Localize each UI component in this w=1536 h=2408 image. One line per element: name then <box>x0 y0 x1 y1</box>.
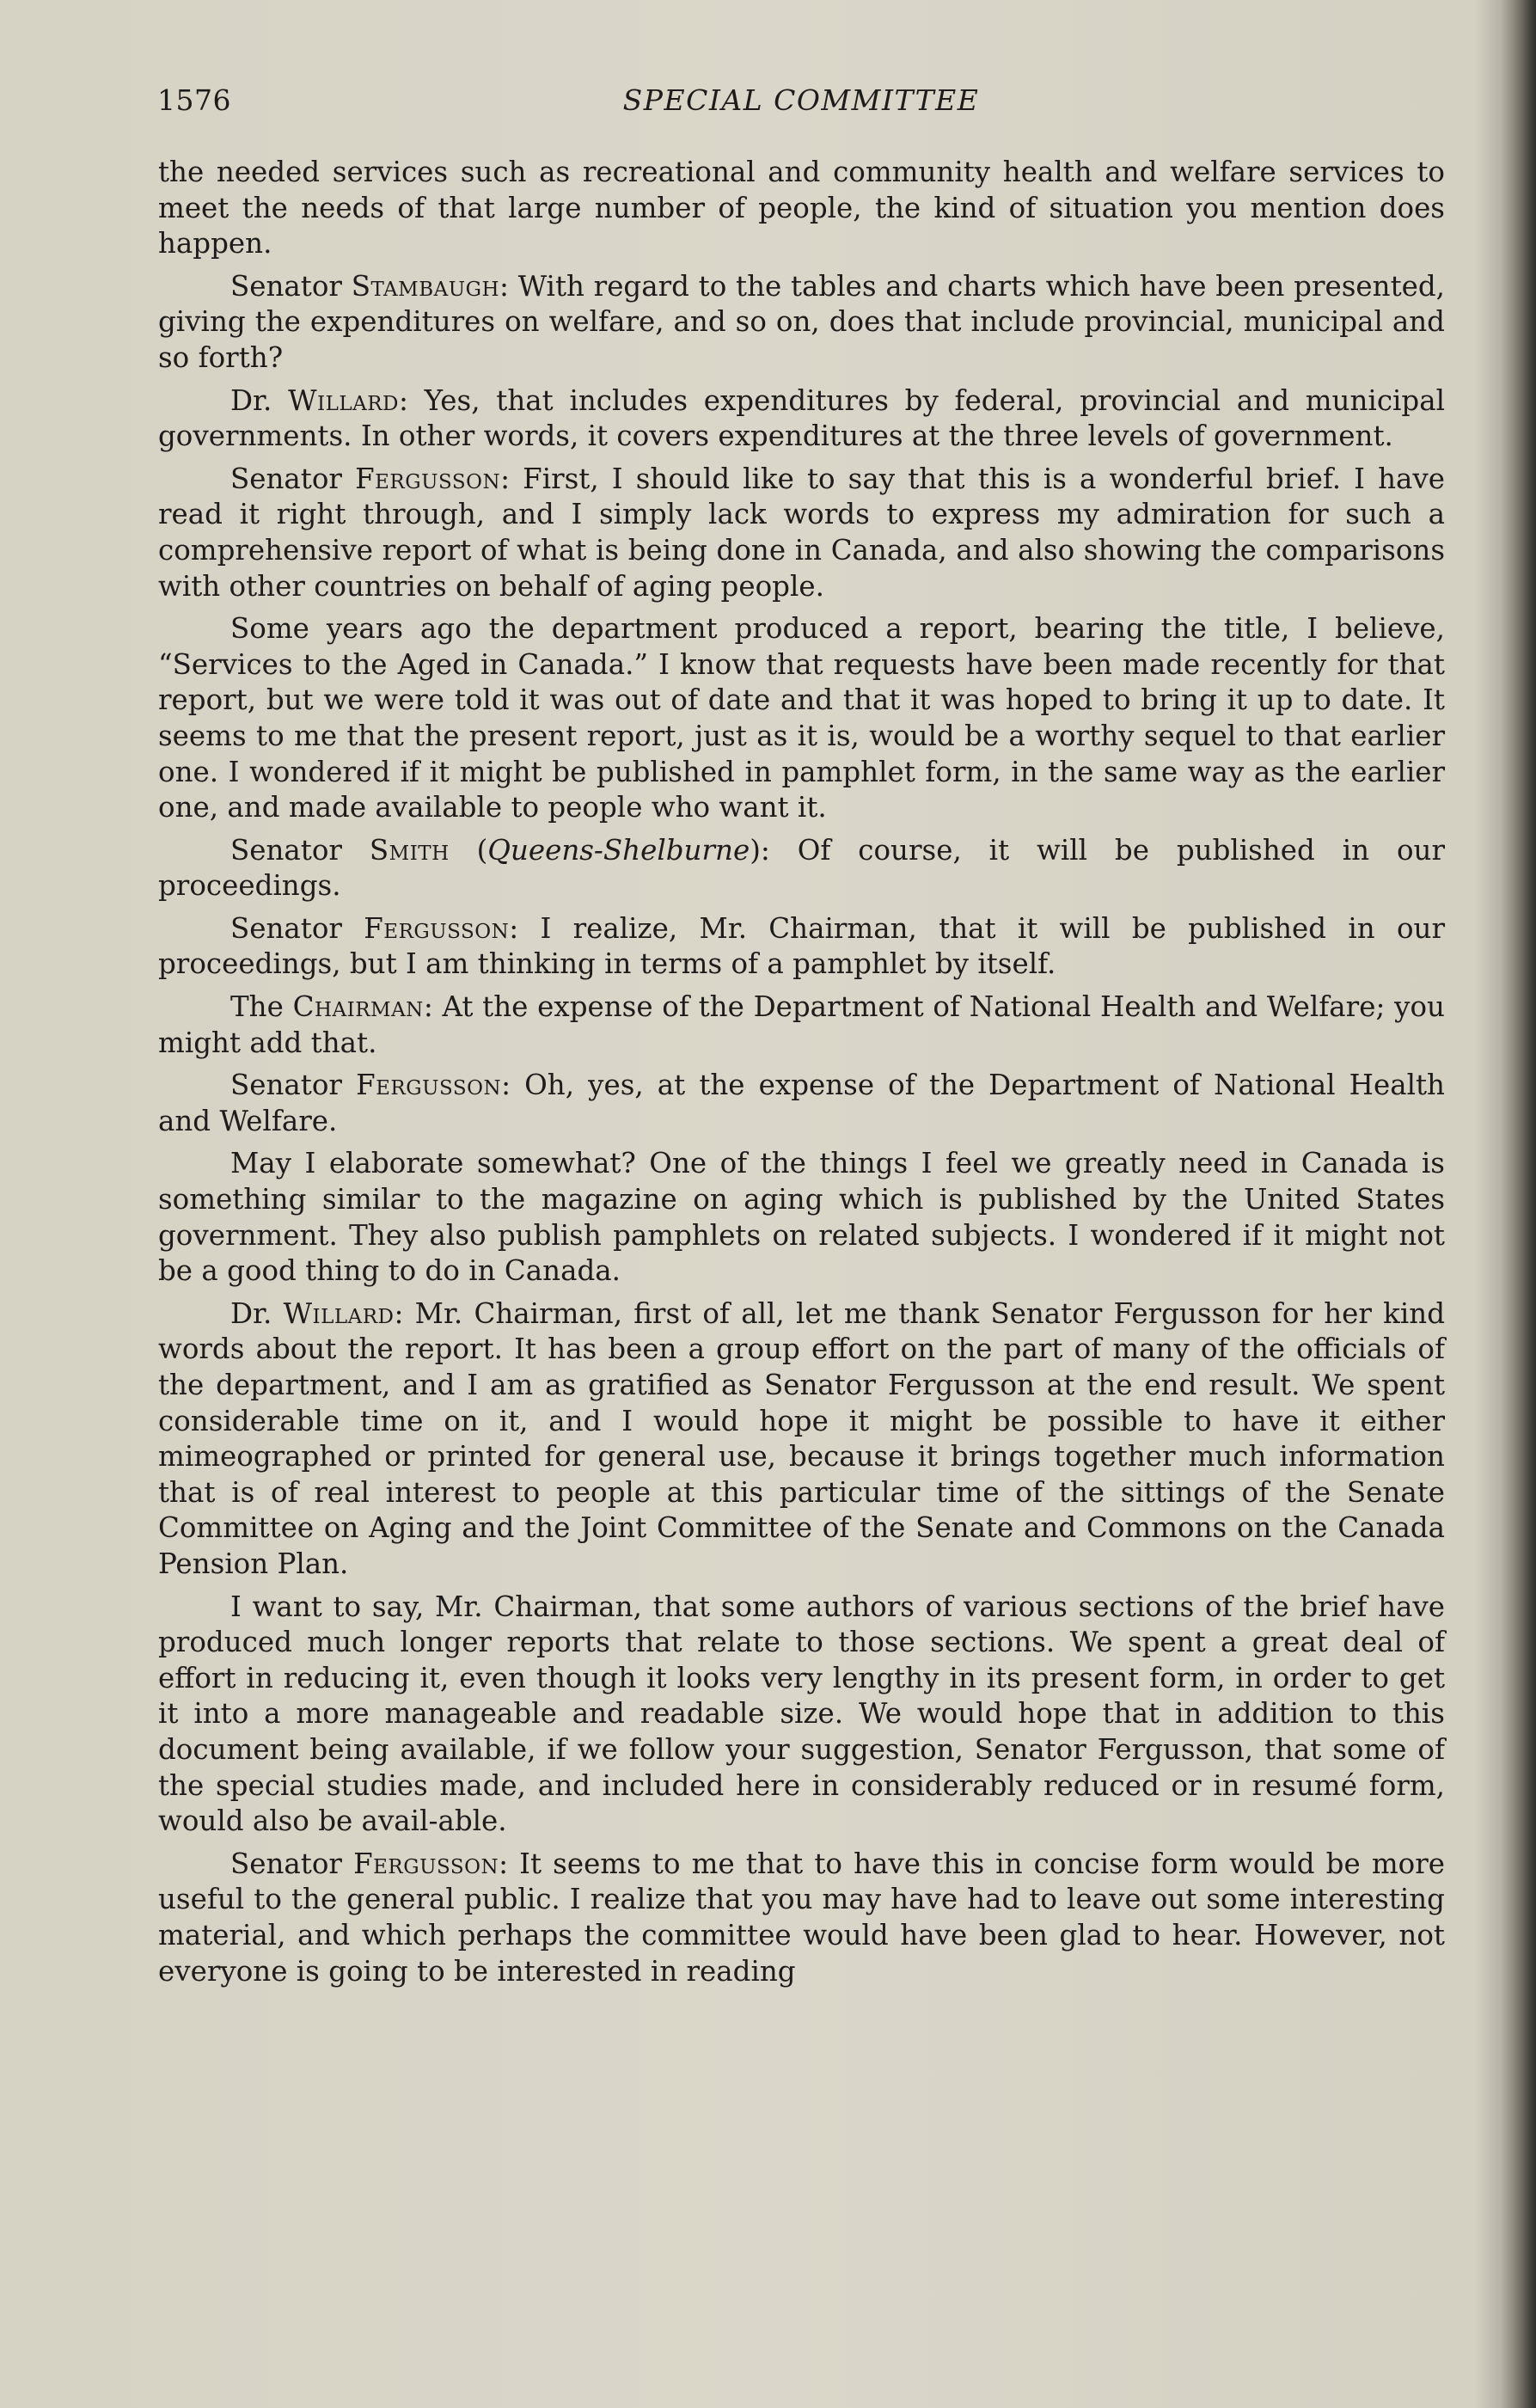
paragraph-text: May I elaborate somewhat? One of the things I feel we greatly need in Canada is something similar to the magazine on aging which is published by the United States government. They also publish pamphlets on related subjects. I wondered if it might not be a good thing to do in Canada. <box>158 1147 1445 1288</box>
paragraph <box>158 383 1445 455</box>
paragraph-text: : At the expense of the Department of National Health and Welfare; you might add that. <box>158 990 1445 1059</box>
paragraph <box>158 911 1445 983</box>
riding-close-paren: ) <box>750 833 761 867</box>
paragraph <box>158 269 1445 377</box>
body-text <box>158 155 1445 1996</box>
speaker-title: Senator <box>230 833 342 867</box>
paragraph <box>158 833 1445 904</box>
speaker-title: Senator <box>230 1847 342 1880</box>
paragraph-text: the needed services such as recreational and community health and welfare services to meet the needs of that large number of people, the kind of situation you mention does happen. <box>158 156 1445 260</box>
speaker-name: Fergusson <box>364 911 510 945</box>
paragraph-text: : Oh, yes, at the expense of the Department of National Health and Welfare. <box>158 1069 1445 1137</box>
speaker-name: Chairman <box>292 990 424 1024</box>
speaker-name: Fergusson <box>355 462 501 495</box>
speaker-title: Senator <box>230 269 342 303</box>
paragraph <box>158 462 1445 604</box>
speaker-name: Willard <box>283 1296 395 1330</box>
paragraph-text: : I realize, Mr. Chairman, that it will be published in our proceedings, but I am thinking in terms of a pamphlet by itself. <box>158 911 1445 981</box>
paragraph-text: Some years ago the department produced a report, bearing the title, I believe, “Services to the Aged in Canada.” I know that requests have been made recently for that report, but we were told it was out of date and that it was hoped to bring it up to date. It seems to me that the present report, just as it is, would be a worthy sequel to that earlier one. I wondered if it might be published in pamphlet form, in the same way as the earlier one, and made available to people who want it. <box>158 612 1445 824</box>
speaker-title: Senator <box>230 462 342 495</box>
paragraph <box>158 611 1445 826</box>
paragraph <box>158 990 1445 1061</box>
paragraph-text: : With regard to the tables and charts which have been presented, giving the expenditures on welfare, and so on, does that include provincial, municipal and so forth? <box>158 269 1445 374</box>
binding-shadow <box>1502 0 1536 2408</box>
paragraph <box>158 1146 1445 1289</box>
speaker-title: The <box>230 990 284 1024</box>
speaker-name: Fergusson <box>353 1847 499 1880</box>
speaker-name: Fergusson <box>356 1069 502 1102</box>
speaker-name: Stambaugh <box>351 269 500 303</box>
speaker-riding: Queens-Shelburne <box>487 833 750 867</box>
paragraph-text: I want to say, Mr. Chairman, that some authors of various sections of the brief have produced much longer reports that relate to those sections. We spent a great deal of effort in reducing it, even though it looks very lengthy in its present form, in order to get it into a more manageable and readable size. We would hope that in addition to this document being available, if we follow your suggestion, Senator Fergusson, that some of the special studies made, and included here in considerably reduced or in resumé form, would also be avail-able. <box>158 1590 1445 1838</box>
speaker-title: Dr. <box>230 1296 272 1330</box>
riding-open-paren: ( <box>476 833 488 867</box>
paragraph <box>158 1847 1445 1989</box>
speaker-name: Willard <box>288 383 399 417</box>
paragraph <box>158 1296 1445 1583</box>
page-number: 1576 <box>157 83 231 117</box>
page-header <box>157 83 1445 126</box>
speaker-name: Smith <box>369 833 450 867</box>
paragraph-text: : Mr. Chairman, first of all, let me thank Senator Fergusson for her kind words about the report. It has been a group effort on the part of many of the officials of the department, and I am as gratified as Senator Fergusson at the end result. We spent considerable time on it, and I would hope it might be possible to have it either mimeographed or printed for general use, because it brings together much information that is of real interest to people at this particular time of the sittings of the Senate Committee on Aging and the Joint Committee of the Senate and Commons on the Canada Pension Plan. <box>158 1296 1445 1580</box>
speaker-title: Senator <box>230 1069 342 1102</box>
paragraph-text: : It seems to me that to have this in concise form would be more useful to the general public. I realize that you may have had to leave out some interesting material, and which perhaps the committee would have been glad to hear. However, not everyone is going to be interested in reading <box>158 1847 1445 1988</box>
paragraph <box>158 1590 1445 1840</box>
speaker-title: Senator <box>230 911 342 945</box>
paragraph <box>158 155 1445 262</box>
speaker-title: Dr. <box>230 383 272 417</box>
running-head: SPECIAL COMMITTEE <box>622 83 980 117</box>
paragraph-text: : Yes, that includes expenditures by federal, provincial and municipal governments. In other words, it covers expenditures at the three levels of government. <box>158 383 1445 453</box>
paragraph-text: : First, I should like to say that this is a wonderful brief. I have read it right through, and I simply lack words to express my admiration for such a comprehensive report of what is being done in Canada, and also showing the comparisons with other countries on behalf of aging people. <box>158 462 1445 603</box>
paragraph-text: : Of course, it will be published in our proceedings. <box>158 833 1445 903</box>
paragraph <box>158 1068 1445 1139</box>
